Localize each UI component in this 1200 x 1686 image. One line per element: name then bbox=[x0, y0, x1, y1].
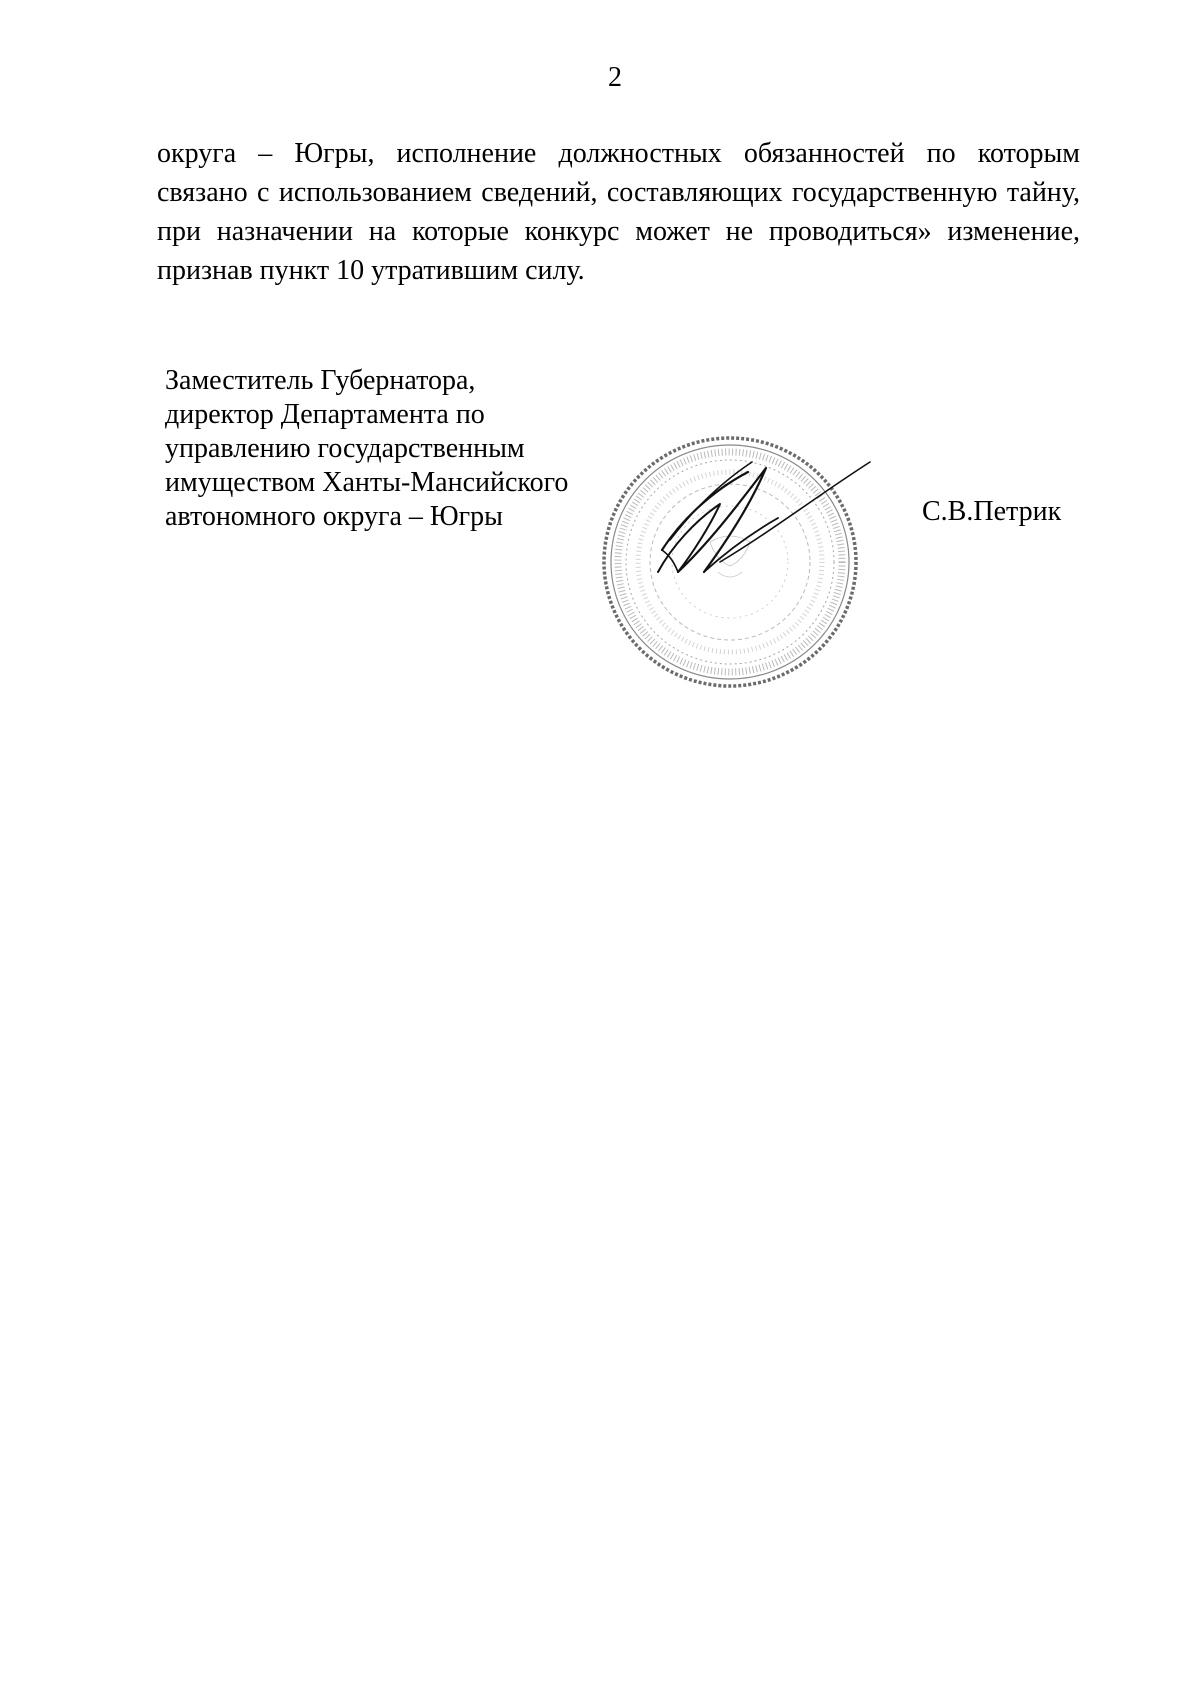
page-number: 2 bbox=[608, 62, 622, 93]
position-line: директор Департамента по bbox=[165, 399, 485, 430]
position-line: автономного округа – Югры bbox=[165, 501, 503, 532]
signatory-position bbox=[165, 364, 625, 534]
seal-stamp bbox=[604, 438, 856, 686]
official-seal-with-signature bbox=[600, 422, 900, 702]
body-line: при назначении на которые конкурс может не проводиться» изменение, bbox=[157, 216, 1080, 247]
body-line: признав пункт 10 утратившим силу. bbox=[157, 255, 585, 286]
handwritten-signature bbox=[658, 462, 870, 572]
body-paragraph bbox=[157, 134, 1080, 290]
position-line: имуществом Ханты-Мансийского bbox=[165, 467, 569, 498]
position-line: Заместитель Губернатора, bbox=[165, 365, 476, 396]
body-line: связано с использованием сведений, составляющих государственную тайну, bbox=[157, 177, 1080, 208]
body-line: округа – Югры, исполнение должностных обязанностей по которым bbox=[157, 138, 1080, 169]
signatory-name: С.В.Петрик bbox=[922, 496, 1062, 527]
position-line: управлению государственным bbox=[165, 433, 525, 464]
